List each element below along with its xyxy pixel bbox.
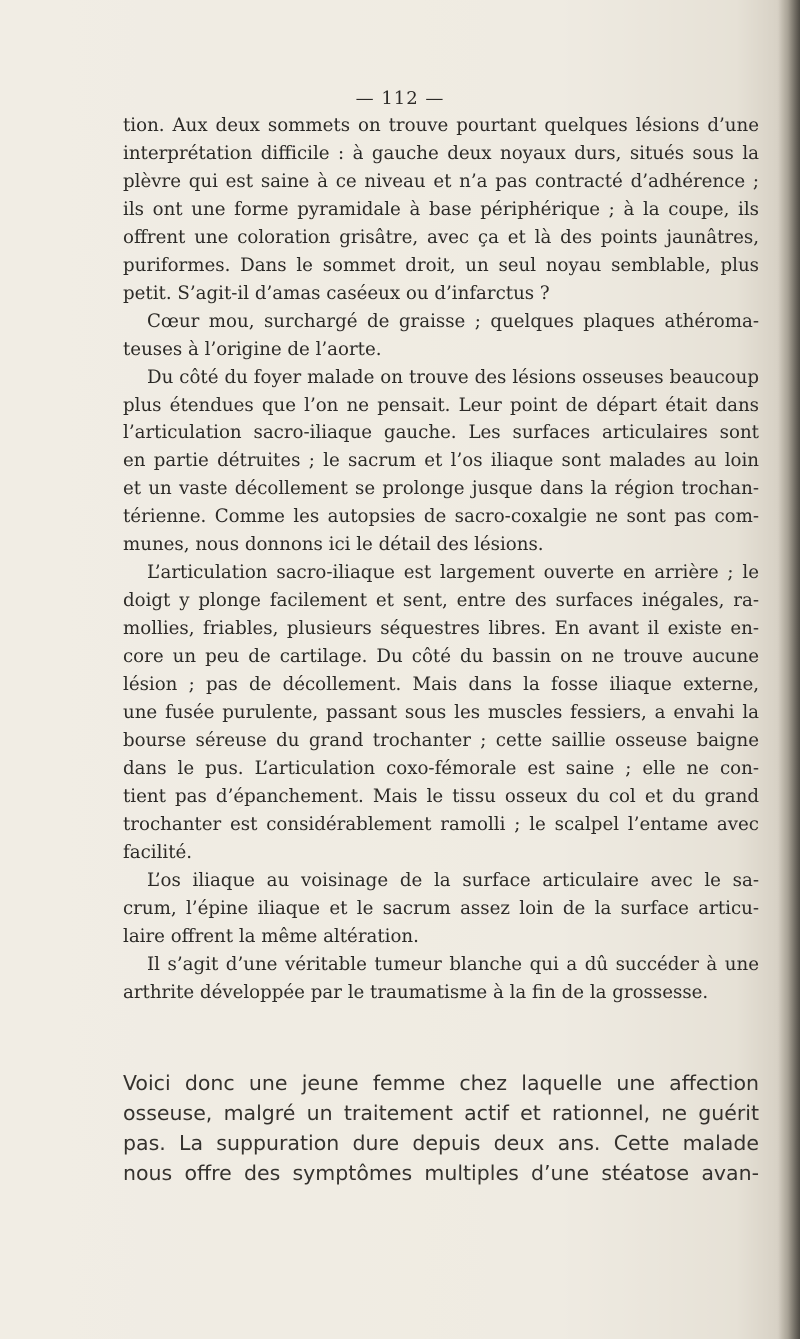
text-line: crum, l’épine iliaque et le sacrum assez loin de la surface articu- <box>123 897 759 919</box>
text-line: Il s’agit d’une véritable tumeur blanche qui a dû succéder à une <box>147 953 759 975</box>
body-text <box>123 112 759 1007</box>
text-line: l’articulation sacro-iliaque gauche. Les surfaces articulaires sont <box>123 422 759 444</box>
text-line: tion. Aux deux sommets on trouve pourtant quelques lésions d’une <box>123 115 759 136</box>
text-line: facilité. <box>123 841 193 863</box>
text-line: mollies, friables, plusieurs séquestres libres. En avant il existe en- <box>123 618 759 640</box>
text-line: Du côté du foyer malade on trouve des lésions osseuses beaucoup <box>147 366 759 388</box>
text-line: osseuse, malgré un traitement actif et rationnel, ne guérit <box>123 1101 759 1125</box>
text-line: offrent une coloration grisâtre, avec ça et là des points jaunâtres, <box>123 226 759 248</box>
text-line: munes, nous donnons ici le détail des lésions. <box>123 534 544 556</box>
text-line: et un vaste décollement se prolonge jusque dans la région trochan- <box>123 478 759 500</box>
text-line: lésion ; pas de décollement. Mais dans la fosse iliaque externe, <box>123 674 759 696</box>
text-line: teuses à l’origine de l’aorte. <box>123 338 382 360</box>
text-line: L’articulation sacro-iliaque est largement ouverte en arrière ; le <box>147 562 759 584</box>
text-line: laire offrent la même altération. <box>123 925 419 947</box>
text-line: plus étendues que l’on ne pensait. Leur point de départ était dans <box>123 394 759 416</box>
page-edge-shadow <box>778 0 800 1339</box>
text-line: bourse séreuse du grand trochanter ; cette saillie osseuse baigne <box>123 729 759 751</box>
closing-paragraph <box>123 1068 759 1188</box>
text-line: tient pas d’épanchement. Mais le tissu osseux du col et du grand <box>123 785 759 807</box>
text-line: térienne. Comme les autopsies de sacro-coxalgie ne sont pas com- <box>123 506 759 528</box>
text-line: petit. S’agit-il d’amas caséeux ou d’infarctus ? <box>123 282 550 304</box>
text-line: nous offre des symptômes multiples d’une stéatose avan- <box>123 1161 759 1185</box>
text-line: L’os iliaque au voisinage de la surface articulaire avec le sa- <box>147 869 759 891</box>
text-line: core un peu de cartilage. Du côté du bassin on ne trouve aucune <box>123 646 759 668</box>
text-line: doigt y plonge facilement et sent, entre des surfaces inégales, ra- <box>123 590 759 612</box>
text-line: Cœur mou, surchargé de graisse ; quelques plaques athéroma- <box>147 310 759 332</box>
text-line: ils ont une forme pyramidale à base périphérique ; à la coupe, ils <box>123 198 759 220</box>
text-line: plèvre qui est saine à ce niveau et n’a pas contracté d’adhérence ; <box>123 170 759 192</box>
text-line: puriformes. Dans le sommet droit, un seul noyau semblable, plus <box>123 254 759 276</box>
text-line: Voici donc une jeune femme chez laquelle une affection <box>123 1071 759 1095</box>
text-line: pas. La suppuration dure depuis deux ans. Cette malade <box>123 1131 759 1155</box>
text-line: trochanter est considérablement ramolli ; le scalpel l’entame avec <box>123 813 759 835</box>
text-line: en partie détruites ; le sacrum et l’os iliaque sont malades au loin <box>123 450 759 472</box>
text-line: une fusée purulente, passant sous les muscles fessiers, a envahi la <box>123 702 759 724</box>
page-number: — 112 — <box>355 88 445 109</box>
text-line: dans le pus. L’articulation coxo-fémorale est saine ; elle ne con- <box>123 757 759 779</box>
text-line: arthrite développée par le traumatisme à la fin de la grossesse. <box>123 981 709 1003</box>
text-line: interprétation difficile : à gauche deux noyaux durs, situés sous la <box>123 142 759 164</box>
